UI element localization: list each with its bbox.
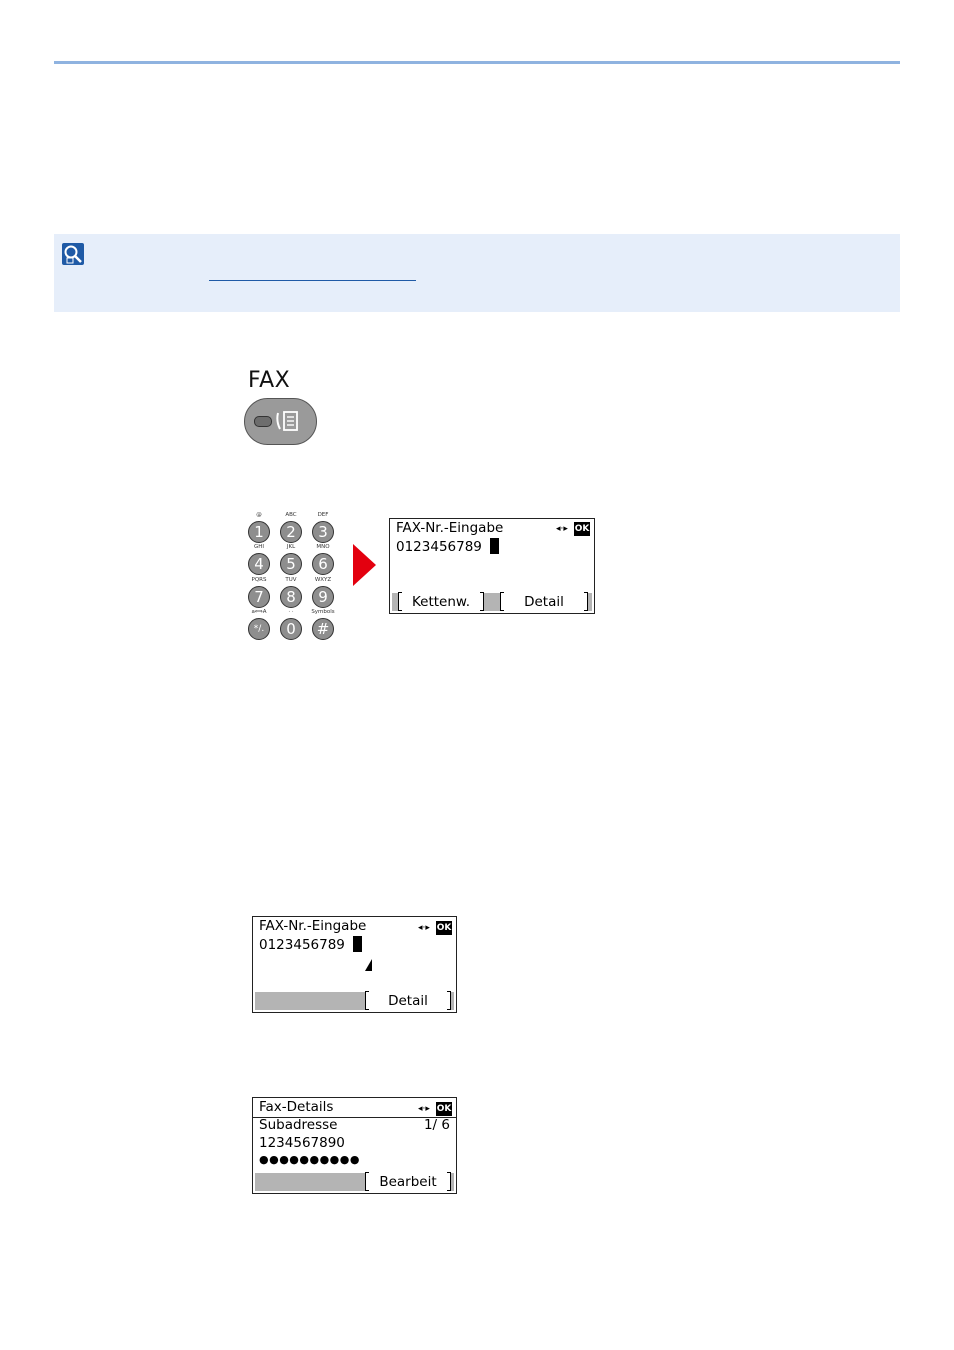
note-magnifier-icon <box>62 243 84 265</box>
soft-key-kettenw[interactable]: Kettenw. <box>398 593 484 611</box>
lcd-page-indicator: 1/ 6 <box>423 1117 450 1133</box>
key-6-letters: MNO <box>316 544 330 550</box>
lcd-title: FAX-Nr.-Eingabe <box>259 918 367 934</box>
lcd-fax-number-entry <box>389 518 595 614</box>
lcd-title: FAX-Nr.-Eingabe <box>396 520 504 536</box>
key-8-letters: TUV <box>285 577 297 583</box>
key-4[interactable]: 4 <box>248 553 270 575</box>
nav-ok-indicator <box>418 1102 452 1116</box>
key-2[interactable]: 2 <box>280 521 302 543</box>
fax-machine-icon <box>275 409 301 433</box>
key-star[interactable]: */. <box>248 618 270 640</box>
key-1-letters: @ <box>256 512 262 518</box>
key-5[interactable]: 5 <box>280 553 302 575</box>
arrow-right-icon <box>353 544 376 586</box>
fax-key-label: FAX <box>248 368 291 393</box>
text-cursor <box>353 936 362 952</box>
fax-number-value: 0123456789 <box>259 937 345 953</box>
key-9[interactable]: 9 <box>312 586 334 608</box>
lcd-fax-number-entry-detail <box>252 916 457 1013</box>
ok-icon: OK <box>574 524 590 534</box>
subaddress-value: 1234567890 <box>259 1135 345 1151</box>
ok-icon: OK <box>436 1104 452 1114</box>
text-cursor <box>490 538 499 554</box>
soft-key-bar <box>255 992 454 1010</box>
key-star-letters: a⟺A <box>251 609 267 615</box>
lcd-item-label: Subadresse <box>259 1117 338 1133</box>
lcd-value-line <box>396 538 499 555</box>
pointer-triangle-icon <box>365 959 372 971</box>
key-9-letters: WXYZ <box>314 577 332 583</box>
key-3[interactable]: 3 <box>312 521 334 543</box>
soft-key-bar <box>392 593 592 611</box>
key-3-letters: DEF <box>317 512 329 518</box>
key-1[interactable]: 1 <box>248 521 270 543</box>
key-5-letters: JKL <box>286 544 296 550</box>
fax-button[interactable] <box>244 398 317 445</box>
soft-key-detail[interactable]: Detail <box>365 992 451 1010</box>
nav-arrows-icon: ◂·▸ <box>418 923 430 933</box>
soft-key-bar <box>255 1173 454 1191</box>
ok-icon: OK <box>436 923 452 933</box>
lcd-title: Fax-Details <box>259 1099 334 1115</box>
header-rule <box>54 61 900 64</box>
key-4-letters: GHI <box>253 544 265 550</box>
note-box <box>54 234 900 312</box>
key-7[interactable]: 7 <box>248 586 270 608</box>
soft-key-bearbeit[interactable]: Bearbeit <box>365 1173 451 1191</box>
key-0-letters: · · <box>288 609 294 615</box>
fax-key <box>244 368 320 450</box>
soft-key-detail[interactable]: Detail <box>500 593 588 611</box>
note-link[interactable] <box>209 280 416 281</box>
key-6[interactable]: 6 <box>312 553 334 575</box>
key-2-letters: ABC <box>285 512 297 518</box>
key-0[interactable]: 0 <box>280 618 302 640</box>
key-7-letters: PQRS <box>251 577 267 583</box>
fax-number-value: 0123456789 <box>396 539 482 555</box>
nav-arrows-icon: ◂·▸ <box>418 1104 430 1114</box>
nav-ok-indicator <box>418 921 452 935</box>
password-mask: ●●●●●●●●●● <box>259 1153 360 1166</box>
lcd-value-line <box>259 936 362 953</box>
numeric-keypad <box>244 512 340 644</box>
lcd-fax-details <box>252 1097 457 1194</box>
key-hash-letters: Symbols <box>311 609 335 615</box>
key-hash[interactable]: # <box>312 618 334 640</box>
key-8[interactable]: 8 <box>280 586 302 608</box>
nav-arrows-icon: ◂·▸ <box>556 524 568 534</box>
fax-led-icon <box>254 416 272 427</box>
nav-ok-indicator <box>556 522 590 536</box>
